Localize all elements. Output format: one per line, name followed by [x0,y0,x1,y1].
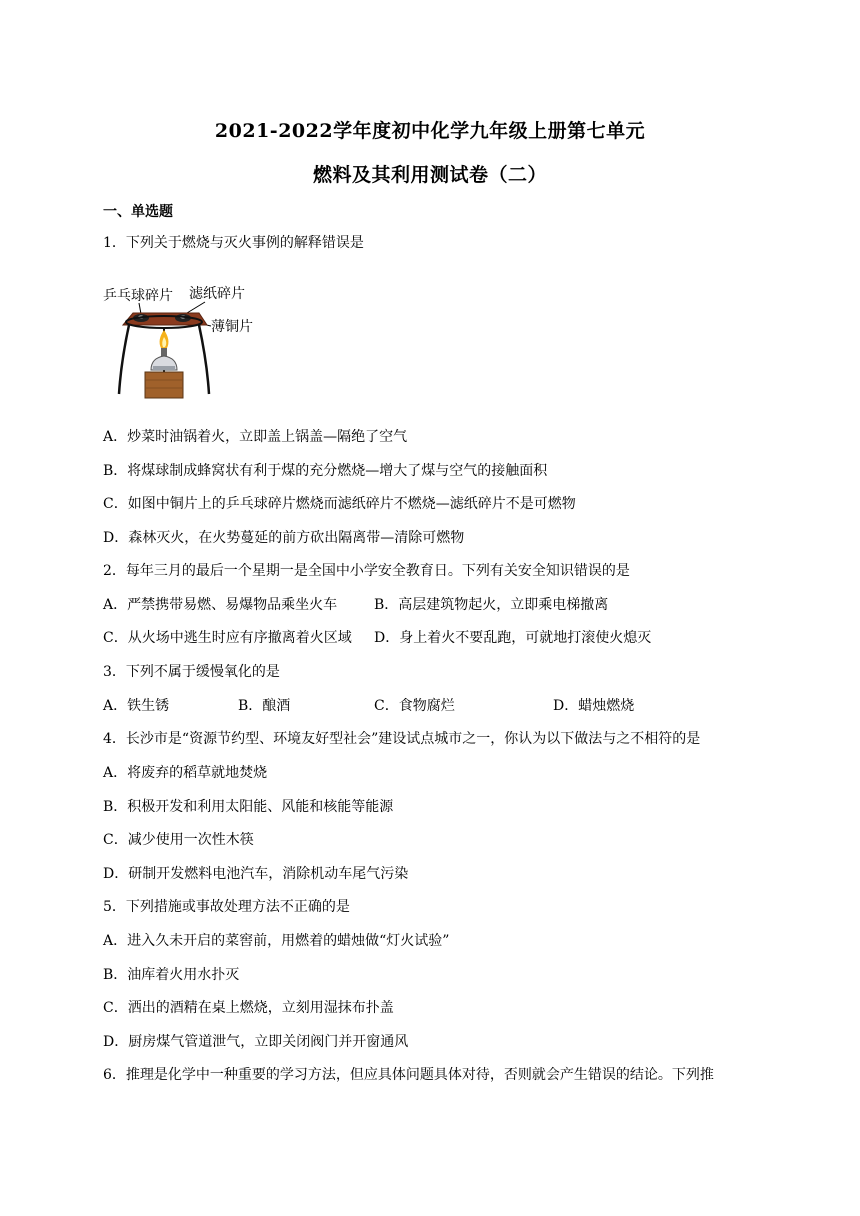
question-3-option-d: D．蜡烛燃烧 [553,698,635,714]
question-3-option-c: C．食物腐烂 [374,698,455,714]
title-line-2: 燃料及其利用测试卷（二） [312,164,547,186]
question-5-option-a: A．进入久未开启的菜窖前，用燃着的蜡烛做“灯火试验” [103,933,450,949]
question-5-option-c: C．洒出的酒精在桌上燃烧，立刻用湿抹布扑盖 [103,1000,394,1016]
question-2-option-d: D．身上着火不要乱跑，可就地打滚使火熄灭 [374,630,652,646]
question-3-option-b: B．酿酒 [238,698,291,714]
question-4-option-d: D．研制开发燃料电池汽车，消除机动车尾气污染 [103,866,409,882]
question-6-stem: 6．推理是化学中一种重要的学习方法，但应具体问题具体对待，否则就会产生错误的结论。下列推 [103,1067,714,1083]
question-5-option-d: D．厨房煤气管道泄气，立即关闭阀门并开窗通风 [103,1034,409,1050]
figure-label-filter-paper: 滤纸碎片 [189,286,245,302]
figure-label-pingpong: 乒乓球碎片 [103,288,173,304]
question-1-option-b: B．将煤球制成蜂窝状有利于煤的充分燃烧—增大了煤与空气的接触面积 [103,463,548,479]
question-2-option-c: C．从火场中逃生时应有序撤离着火区域 [103,630,352,646]
question-1-stem: 1．下列关于燃烧与灭火事例的解释错误是 [103,235,364,251]
figure-label-copper-sheet: 薄铜片 [211,319,253,335]
question-4-stem: 4．长沙市是“资源节约型、环境友好型社会”建设试点城市之一，你认为以下做法与之不相符的是 [103,731,701,747]
combustion-experiment-figure [103,282,273,408]
question-5-option-b: B．油库着火用水扑灭 [103,967,240,983]
question-1-option-a: A．炒菜时油锅着火，立即盖上锅盖—隔绝了空气 [103,429,408,445]
question-1-option-c: C．如图中铜片上的乒乓球碎片燃烧而滤纸碎片不燃烧—滤纸碎片不是可燃物 [103,496,576,512]
question-4-option-b: B．积极开发和利用太阳能、风能和核能等能源 [103,799,394,815]
question-3-stem: 3．下列不属于缓慢氧化的是 [103,664,280,680]
question-1-option-d: D．森林灭火，在火势蔓延的前方砍出隔离带—清除可燃物 [103,530,465,546]
question-4-option-c: C．减少使用一次性木筷 [103,832,254,848]
question-2-stem: 2．每年三月的最后一个星期一是全国中小学安全教育日。下列有关安全知识错误的是 [103,563,630,579]
experiment-apparatus-diagram [103,282,273,408]
title-line-1: 2021-2022学年度初中化学九年级上册第七单元 [214,120,646,142]
question-5-stem: 5．下列措施或事故处理方法不正确的是 [103,899,350,915]
question-2-option-b: B．高层建筑物起火，立即乘电梯撤离 [374,597,609,613]
question-4-option-a: A．将废弃的稻草就地焚烧 [103,765,268,781]
section-heading: 一、单选题 [103,204,173,220]
question-2-option-a: A．严禁携带易燃、易爆物品乘坐火车 [103,597,338,613]
question-3-option-a: A．铁生锈 [103,698,170,714]
